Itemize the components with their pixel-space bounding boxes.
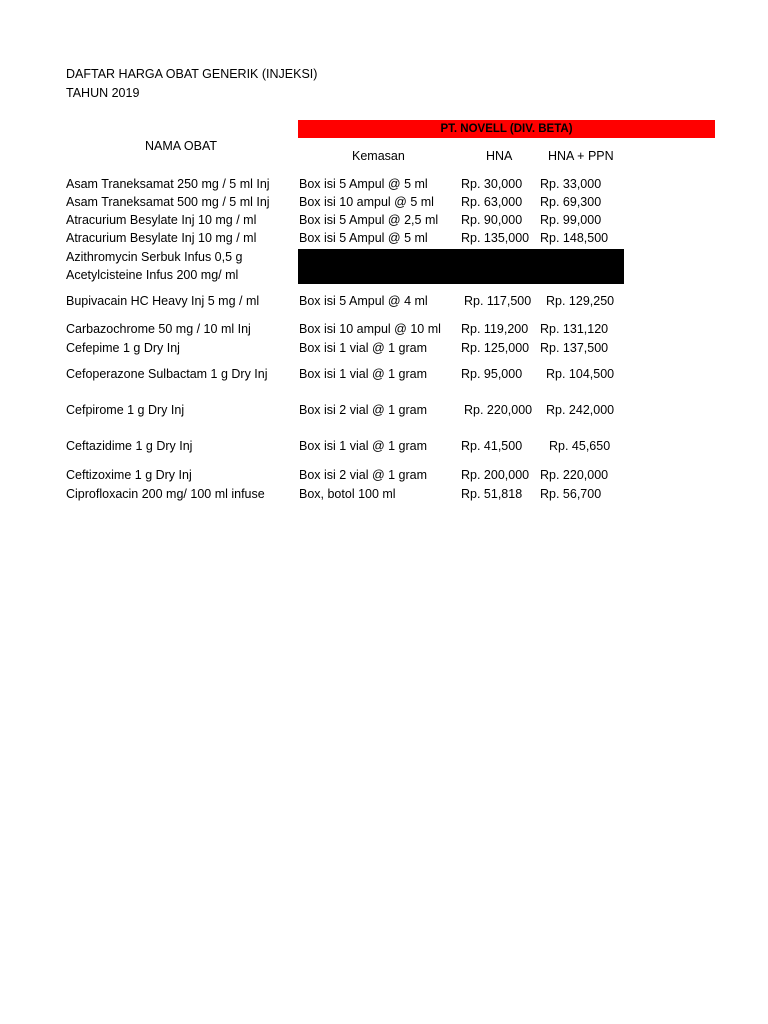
- table-row-hna: Rp. 41,500: [461, 439, 523, 453]
- table-row-name: Carbazochrome 50 mg / 10 ml Inj: [66, 322, 251, 336]
- table-row-hna-ppn: Rp. 131,120: [540, 322, 609, 336]
- table-row-name: Ciprofloxacin 200 mg/ 100 ml infuse: [66, 487, 265, 501]
- table-row-kemasan: Box isi 1 vial @ 1 gram: [299, 341, 428, 355]
- document-title: DAFTAR HARGA OBAT GENERIK (INJEKSI): [66, 67, 318, 81]
- table-row-kemasan: Box isi 2 vial @ 1 gram: [299, 403, 428, 417]
- document-year: TAHUN 2019: [66, 86, 140, 100]
- table-row-name: Bupivacain HC Heavy Inj 5 mg / ml: [66, 294, 260, 308]
- table-row-hna-ppn: Rp. 56,700: [540, 487, 602, 501]
- table-row-kemasan: Box isi 10 ampul @ 10 ml: [299, 322, 441, 336]
- table-row-hna: Rp. 117,500: [464, 294, 532, 308]
- table-row-name: Acetylcisteine Infus 200 mg/ ml: [66, 268, 239, 282]
- column-header-nama-obat: NAMA OBAT: [145, 139, 218, 153]
- table-row-hna: Rp. 220,000: [464, 403, 533, 417]
- table-row-hna-ppn: Rp. 148,500: [540, 231, 609, 245]
- table-row-hna: Rp. 135,000: [461, 231, 530, 245]
- supplier-header-bar: PT. NOVELL (DIV. BETA): [298, 120, 715, 138]
- table-row-kemasan: Box isi 5 Ampul @ 5 ml: [299, 177, 428, 191]
- table-row-kemasan: Box isi 1 vial @ 1 gram: [299, 367, 428, 381]
- column-header-hna-ppn: HNA + PPN: [548, 149, 614, 163]
- table-row-hna: Rp. 125,000: [461, 341, 530, 355]
- table-row-name: Asam Traneksamat 500 mg / 5 ml Inj: [66, 195, 270, 209]
- table-row-hna: Rp. 30,000: [461, 177, 523, 191]
- table-row-hna-ppn: Rp. 104,500: [546, 367, 615, 381]
- table-row-hna-ppn: Rp. 69,300: [540, 195, 602, 209]
- table-row-name: Atracurium Besylate Inj 10 mg / ml: [66, 213, 257, 227]
- table-row-name: Ceftizoxime 1 g Dry Inj: [66, 468, 192, 482]
- table-row-hna-ppn: Rp. 33,000: [540, 177, 602, 191]
- table-row-hna: Rp. 95,000: [461, 367, 523, 381]
- table-row-name: Cefpirome 1 g Dry Inj: [66, 403, 185, 417]
- table-row-name: Asam Traneksamat 250 mg / 5 ml Inj: [66, 177, 270, 191]
- table-row-kemasan: Box isi 10 ampul @ 5 ml: [299, 195, 434, 209]
- table-row-kemasan: Box isi 1 vial @ 1 gram: [299, 439, 428, 453]
- table-row-hna-ppn: Rp. 45,650: [549, 439, 611, 453]
- table-row-hna: Rp. 90,000: [461, 213, 523, 227]
- table-row-name: Atracurium Besylate Inj 10 mg / ml: [66, 231, 257, 245]
- table-row-hna-ppn: Rp. 137,500: [540, 341, 609, 355]
- table-row-kemasan: Box, botol 100 ml: [299, 487, 396, 501]
- table-row-hna-ppn: Rp. 242,000: [546, 403, 615, 417]
- table-row-kemasan: Box isi 5 Ampul @ 2,5 ml: [299, 213, 439, 227]
- table-row-hna: Rp. 63,000: [461, 195, 523, 209]
- table-row-kemasan: Box isi 2 vial @ 1 gram: [299, 468, 428, 482]
- column-header-kemasan: Kemasan: [352, 149, 405, 163]
- table-row-hna: Rp. 119,200: [461, 322, 529, 336]
- redacted-block: [298, 249, 624, 284]
- table-row-name: Ceftazidime 1 g Dry Inj: [66, 439, 193, 453]
- table-row-kemasan: Box isi 5 Ampul @ 4 ml: [299, 294, 428, 308]
- table-row-name: Cefepime 1 g Dry Inj: [66, 341, 180, 355]
- table-row-hna-ppn: Rp. 129,250: [546, 294, 615, 308]
- table-row-name: Cefoperazone Sulbactam 1 g Dry Inj: [66, 367, 268, 381]
- table-row-hna: Rp. 200,000: [461, 468, 530, 482]
- table-row-kemasan: Box isi 5 Ampul @ 5 ml: [299, 231, 428, 245]
- table-row-hna: Rp. 51,818: [461, 487, 523, 501]
- table-row-hna-ppn: Rp. 220,000: [540, 468, 609, 482]
- table-row-name: Azithromycin Serbuk Infus 0,5 g: [66, 250, 243, 264]
- table-row-hna-ppn: Rp. 99,000: [540, 213, 602, 227]
- column-header-hna: HNA: [486, 149, 513, 163]
